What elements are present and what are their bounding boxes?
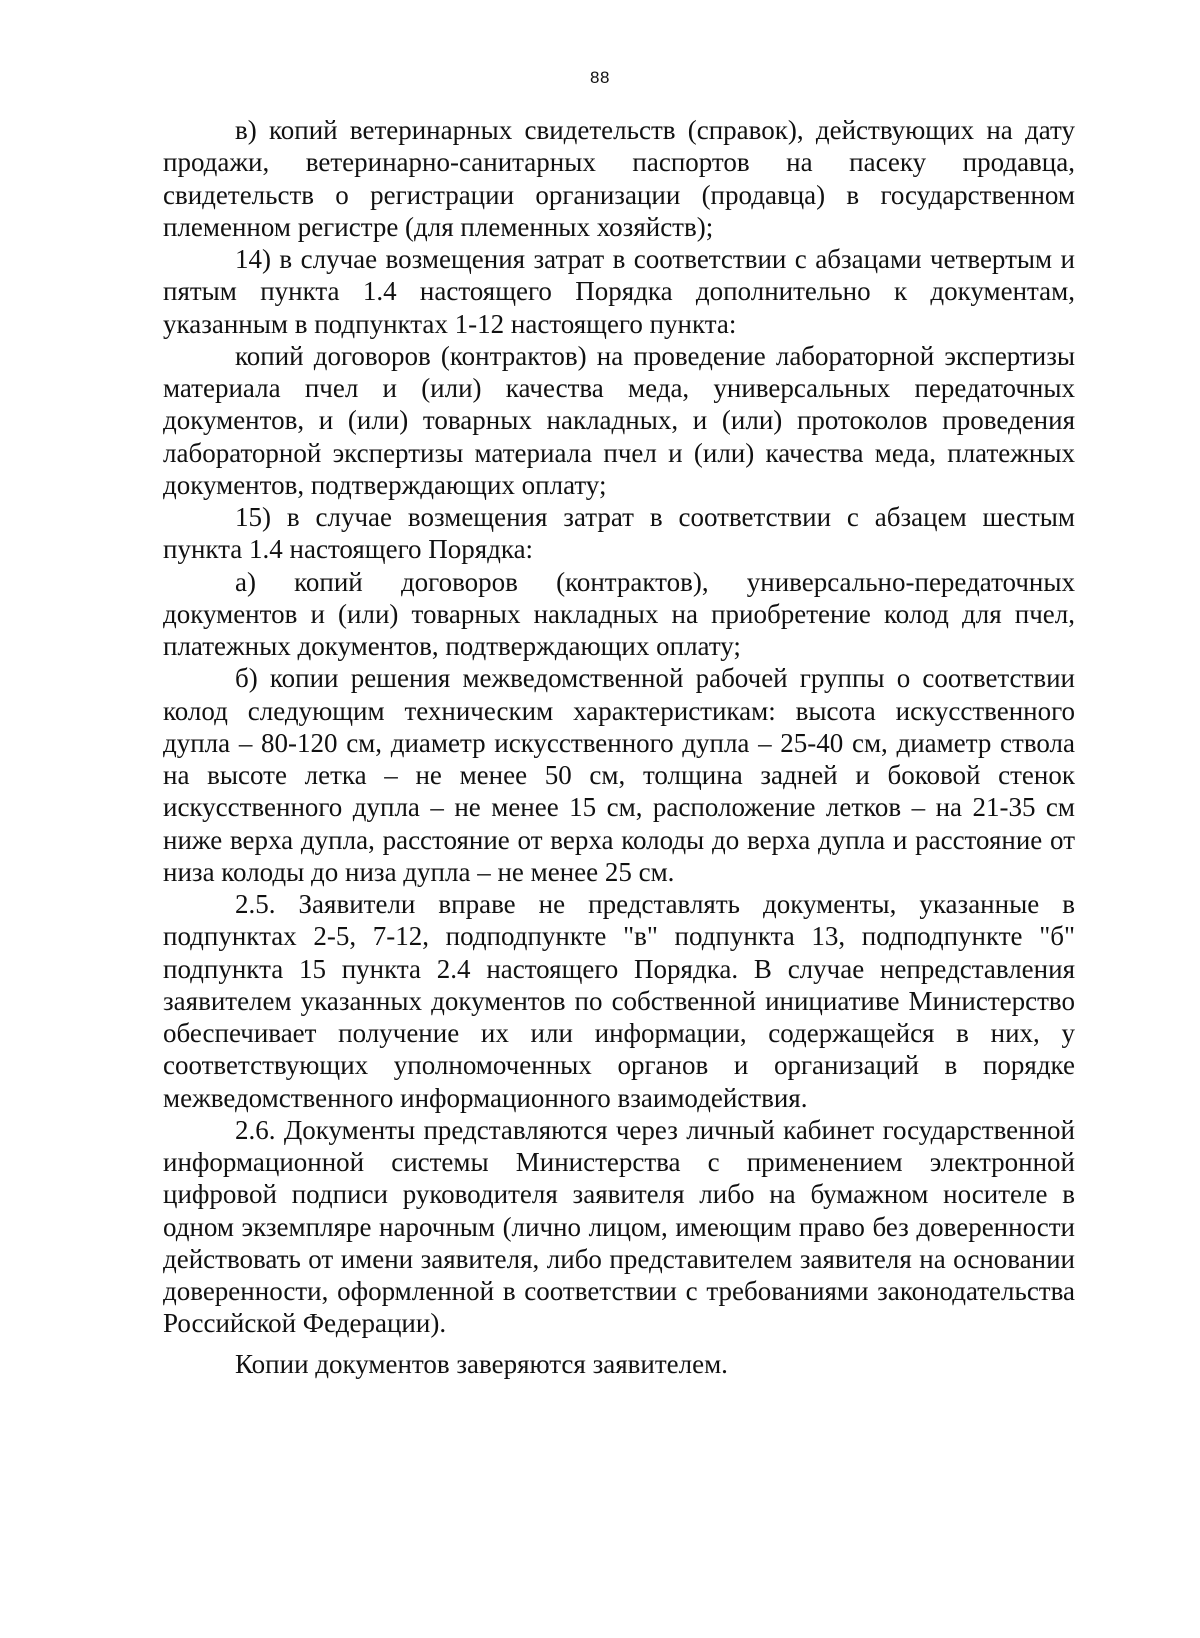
paragraph-copies-certification: Копии документов заверяются заявителем. bbox=[235, 1348, 728, 1379]
page-number: 88 bbox=[590, 68, 610, 87]
paragraph-13v-vet-certificates: в) копий ветеринарных свидетельств (справок), действующих на дату продажи, ветеринарно-санитарных паспортов на пасеку продавца, свидетельств о регистрации организации (продавца) в государственном племенном регистре (для племенных хозяйств); bbox=[163, 115, 1075, 242]
paragraph-15b-working-group-decision: б) копии решения межведомственной рабочей группы о соответствии колод следующим техническим характеристикам: высота искусственного дупла – 80-120 см, диаметр искусственного дупла – 25-40 см, диаметр ствола на высоте летка – не менее 50 см, толщина задней и боковой стенок искусственного дупла – не менее 15 см, расположение летков – на 21-35 см ниже верха дупла, расстояние от верха колоды до верха дупла и расстояние от низа колоды до низа дупла – не менее 25 см. bbox=[163, 663, 1075, 887]
paragraph-2-5-applicants-rights: 2.5. Заявители вправе не представлять документы, указанные в подпунктах 2-5, 7-12, подподпункте "в" подпункта 13, подподпункте "б" подпункта 15 пункта 2.4 настоящего Порядка. В случае непредставления заявителем указанных документов по собственной инициативе Министерство обеспечивает получение их или информации, содержащейся в них, у соответствующих уполномоченных органов и организаций в порядке межведомственного информационного взаимодействия. bbox=[163, 889, 1075, 1113]
paragraph-14-contracts-copies: копий договоров (контрактов) на проведение лабораторной экспертизы материала пчел и (или) качества меда, универсальных передаточных документов, и (или) товарных накладных, и (или) протоколов проведения лабораторной экспертизы материала пчел и (или) качества меда, платежных документов, подтверждающих оплату; bbox=[163, 340, 1075, 500]
document-body bbox=[163, 114, 1075, 1380]
paragraph-15a-contracts-copies: а) копий договоров (контрактов), универсально-передаточных документов и (или) товарных накладных на приобретение колод для пчел, платежных документов, подтверждающих оплату; bbox=[163, 566, 1075, 661]
paragraph-2-6-document-submission: 2.6. Документы представляются через личный кабинет государственной информационной системы Министерства с применением электронной цифровой подписи руководителя заявителя либо на бумажном носителе в одном экземпляре нарочным (лично лицом, имеющим право без доверенности действовать от имени заявителя, либо представителем заявителя на основании доверенности, оформленной в соответствии с требованиями законодательства Российской Федерации). bbox=[163, 1114, 1075, 1339]
paragraph-14-lab-expertise-costs: 14) в случае возмещения затрат в соответствии с абзацами четвертым и пятым пункта 1.4 настоящего Порядка дополнительно к документам, указанным в подпунктах 1-12 настоящего пункта: bbox=[163, 244, 1075, 339]
paragraph-15-hive-costs: 15) в случае возмещения затрат в соответствии с абзацем шестым пункта 1.4 настоящего Порядка: bbox=[163, 502, 1075, 565]
